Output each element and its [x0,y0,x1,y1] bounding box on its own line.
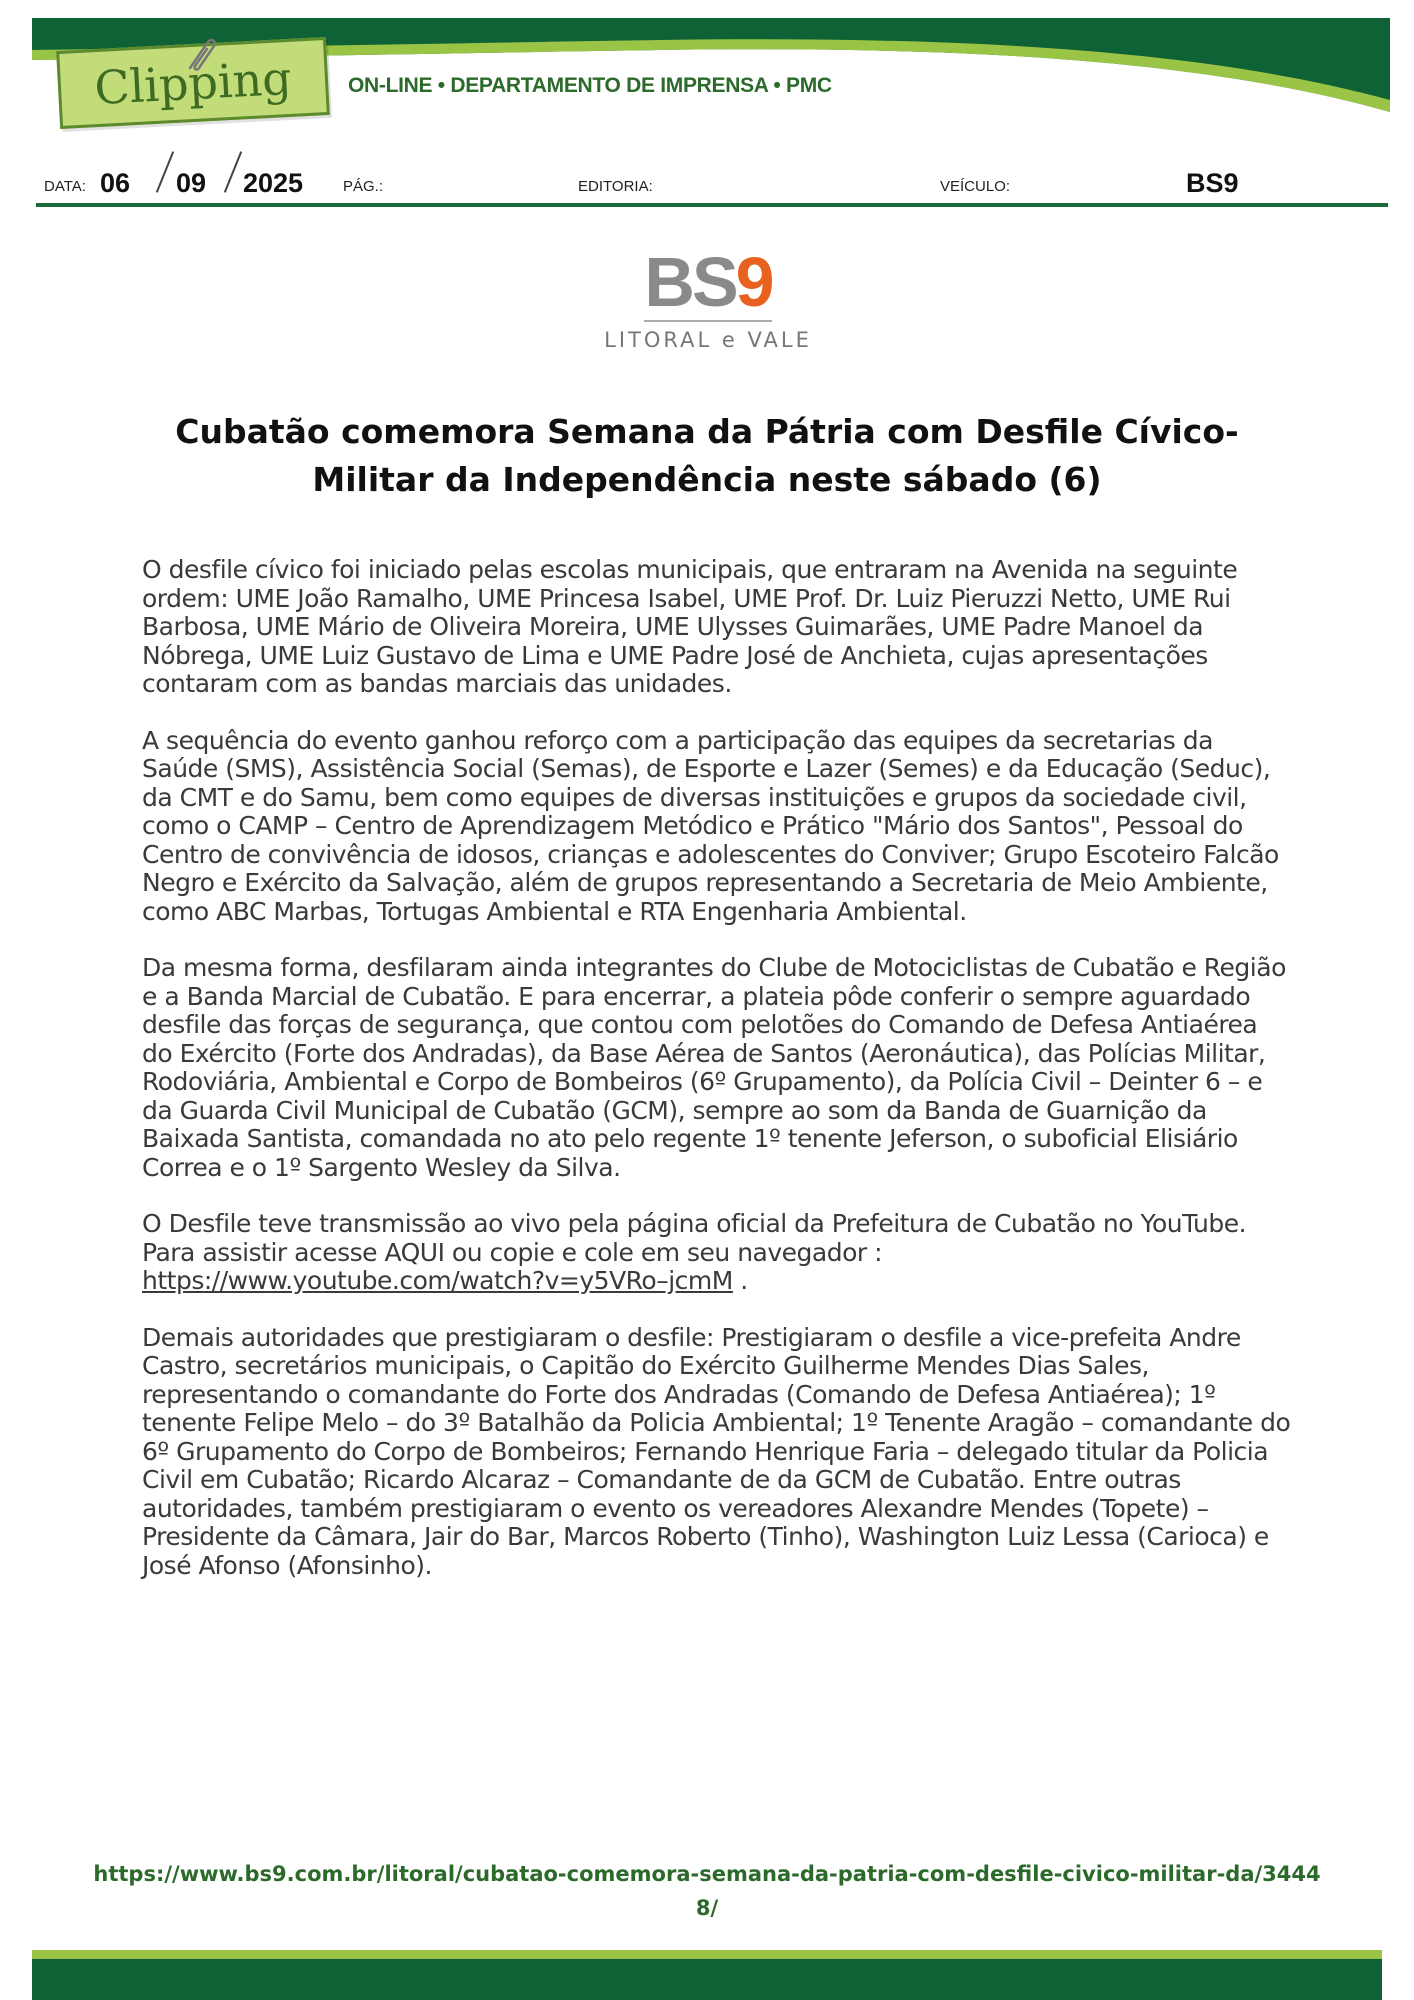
paragraph-end: . [732,1266,748,1295]
date-slash [224,151,242,193]
bs9-logo [598,243,818,362]
bs9-logo-number: 9 [735,243,772,321]
article-paragraph [142,1210,1292,1296]
date-slash [156,151,174,193]
date-year: 2025 [243,168,304,198]
article-paragraph: A sequência do evento ganhou reforço com a participação das equipes da secretarias da Saúde (SMS), Assistência Social (Semas), de Esporte e Lazer (Semes) e da Educação (Seduc), da CMT e do Samu, bem como equipes de diversas instituições e grupos da sociedade civil, como o CAMP – Centro de Aprendizagem Metódico e Prático "Mário dos Santos", Pessoal do Centro de convivência de idosos, crianças e adolescentes do Conviver; Grupo Escoteiro Falcão Negro e Exército da Salvação, além de grupos representando a Secretaria de Meio Ambiente, como ABC Marbas, Tortugas Ambiental e RTA Engenharia Ambiental. [142,725,1279,926]
paperclip-icon [182,36,222,76]
youtube-link[interactable]: https://www.youtube.com/watch?v=y5VRo–jcmM [142,1266,733,1295]
vehicle-label: VEÍCULO: [940,178,1011,195]
article-paragraph: Demais autoridades que prestigiaram o desfile: Prestigiaram o desfile a vice-prefeita Andre Castro, secretários municipais, o Capitão do Exército Guilherme Mendes Dias Sales, representando o comandante do Forte dos Andradas (Comando de Defesa Antiaérea); 1º tenente Felipe Melo – do 3º Batalhão da Policia Ambiental; 1º Tenente Aragão – comandante do 6º Grupamento do Corpo de Bombeiros; Fernando Henrique Faria – delegado titular da Policia Civil em Cubatão; Ricardo Alcaraz – Comandante de da GCM de Cubatão. Entre outras autoridades, também prestigiaram o evento os vereadores Alexandre Mendes (Topete) – Presidente da Câmara, Jair do Bar, Marcos Roberto (Tinho), Washington Luiz Lessa (Carioca) e José Afonso (Afonsinho). [142,1322,1291,1580]
article-paragraph: O desfile cívico foi iniciado pelas escolas municipais, que entraram na Avenida na seguinte ordem: UME João Ramalho, UME Princesa Isabel, UME Prof. Dr. Luiz Pieruzzi Netto, UME Rui Barbosa, UME Mário de Oliveira Moreira, UME Ulysses Guimarães, UME Padre Manoel da Nóbrega, UME Luiz Gustavo de Lima e UME Padre José de Anchieta, cujas apresentações contaram com as bandas marciais das unidades. [142,555,1238,698]
header-subtitle: ON-LINE • DEPARTAMENTO DE IMPRENSA • PMC [348,74,832,97]
meta-divider [36,203,1388,207]
paragraph-text: O Desfile teve transmissão ao vivo pela página oficial da Prefeitura de Cubatão no YouTube. Para assistir acesse AQUI ou copie e cole em seu navegador : [142,1209,1247,1267]
footer-band-dark [32,1959,1382,2000]
clipping-label-text: Clipping [93,50,293,116]
date-month: 09 [176,168,207,198]
page-label: PÁG.: [343,178,384,195]
article-paragraph: Da mesma forma, desfilaram ainda integrantes do Clube de Motociclistas de Cubatão e Região e a Banda Marcial de Cubatão. E para encerrar, a plateia pôde conferir o sempre aguardado desfile das forças de segurança, que contou com pelotões do Comando de Defesa Antiaérea do Exército (Forte dos Andradas), da Base Aérea de Santos (Aeronáutica), das Polícias Militar, Rodoviária, Ambiental e Corpo de Bombeiros (6º Grupamento), da Polícia Civil – Deinter 6 – e da Guarda Civil Municipal de Cubatão (GCM), sempre ao som da Banda de Guarnição da Baixada Santista, comandada no ato pelo regente 1º tenente Jeferson, o suboficial Elisiário Correa e o 1º Sargento Wesley da Silva. [142,953,1286,1182]
source-url-link[interactable]: https://www.bs9.com.br/litoral/cubatao-comemora-semana-da-patria-com-desfile-civico-militar-da/34448/ [93,1862,1321,1920]
date-label: DATA: [44,178,86,195]
editoria-label: EDITORIA: [578,178,653,195]
bs9-logo-prefix: BS [644,243,736,321]
vehicle-value: BS9 [1186,168,1239,198]
article-headline: Cubatão comemora Semana da Pátria com Desfile Cívico-Militar da Independência neste sábado (6) [175,412,1239,499]
bs9-logo-subtitle: LITORAL e VALE [604,328,812,352]
clipping-meta-row [36,168,1388,204]
footer-band-light [32,1950,1382,1959]
article-body [142,556,1292,1608]
date-day: 06 [100,168,131,198]
